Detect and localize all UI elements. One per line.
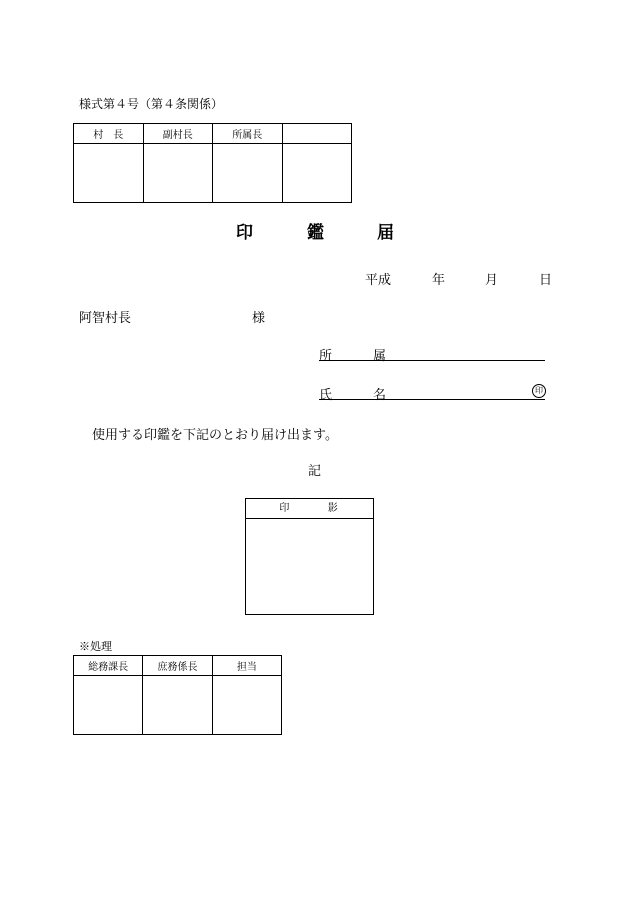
title-char-1: 印 — [236, 223, 253, 243]
processing-stamp-cell — [143, 676, 212, 735]
affiliation-label-1: 所 — [319, 349, 333, 364]
addressee: 阿智村長 — [79, 311, 132, 326]
title-char-2: 鑑 — [307, 223, 324, 243]
processing-stamp-cell — [74, 676, 143, 735]
affiliation-label-2: 属 — [373, 349, 387, 364]
date-year: 年 — [432, 273, 446, 288]
approval-stamp-cell — [282, 144, 352, 203]
form-number: 様式第４号（第４条関係） — [79, 97, 224, 111]
date-era: 平成 — [365, 273, 392, 288]
processing-header-staff: 担当 — [212, 656, 281, 676]
approval-stamp-cell — [143, 144, 213, 203]
ki-text: 記 — [308, 464, 322, 479]
seal-symbol: 印 — [532, 384, 546, 398]
approval-header-mayor: 村 長 — [74, 124, 144, 144]
date-day: 日 — [539, 273, 553, 288]
approval-stamp-cell — [213, 144, 283, 203]
processing-stamp-cell — [212, 676, 281, 735]
seal-impression-label-1: 印 — [279, 503, 292, 514]
approval-header-blank — [282, 124, 352, 144]
processing-table — [73, 655, 282, 735]
seal-impression-header — [246, 499, 373, 519]
top-approval-table — [73, 123, 352, 203]
approval-header-dept-head: 所属長 — [213, 124, 283, 144]
date-month: 月 — [485, 273, 499, 288]
name-field-line — [319, 399, 545, 400]
processing-header-general-affairs-chief: 総務課長 — [74, 656, 143, 676]
title-char-3: 届 — [377, 223, 394, 243]
seal-impression-box — [245, 498, 374, 615]
approval-header-deputy-mayor: 副村長 — [143, 124, 213, 144]
processing-header-admin-chief: 庶務係長 — [143, 656, 212, 676]
seal-impression-label-2: 影 — [327, 503, 340, 514]
name-label-2: 名 — [373, 388, 387, 403]
affiliation-field-line — [319, 360, 545, 361]
body-text: 使用する印鑑を下記のとおり届け出ます。 — [92, 428, 338, 443]
honorific: 様 — [252, 311, 266, 326]
approval-stamp-cell — [74, 144, 144, 203]
name-label-1: 氏 — [319, 388, 333, 403]
processing-label: ※処理 — [79, 640, 112, 653]
